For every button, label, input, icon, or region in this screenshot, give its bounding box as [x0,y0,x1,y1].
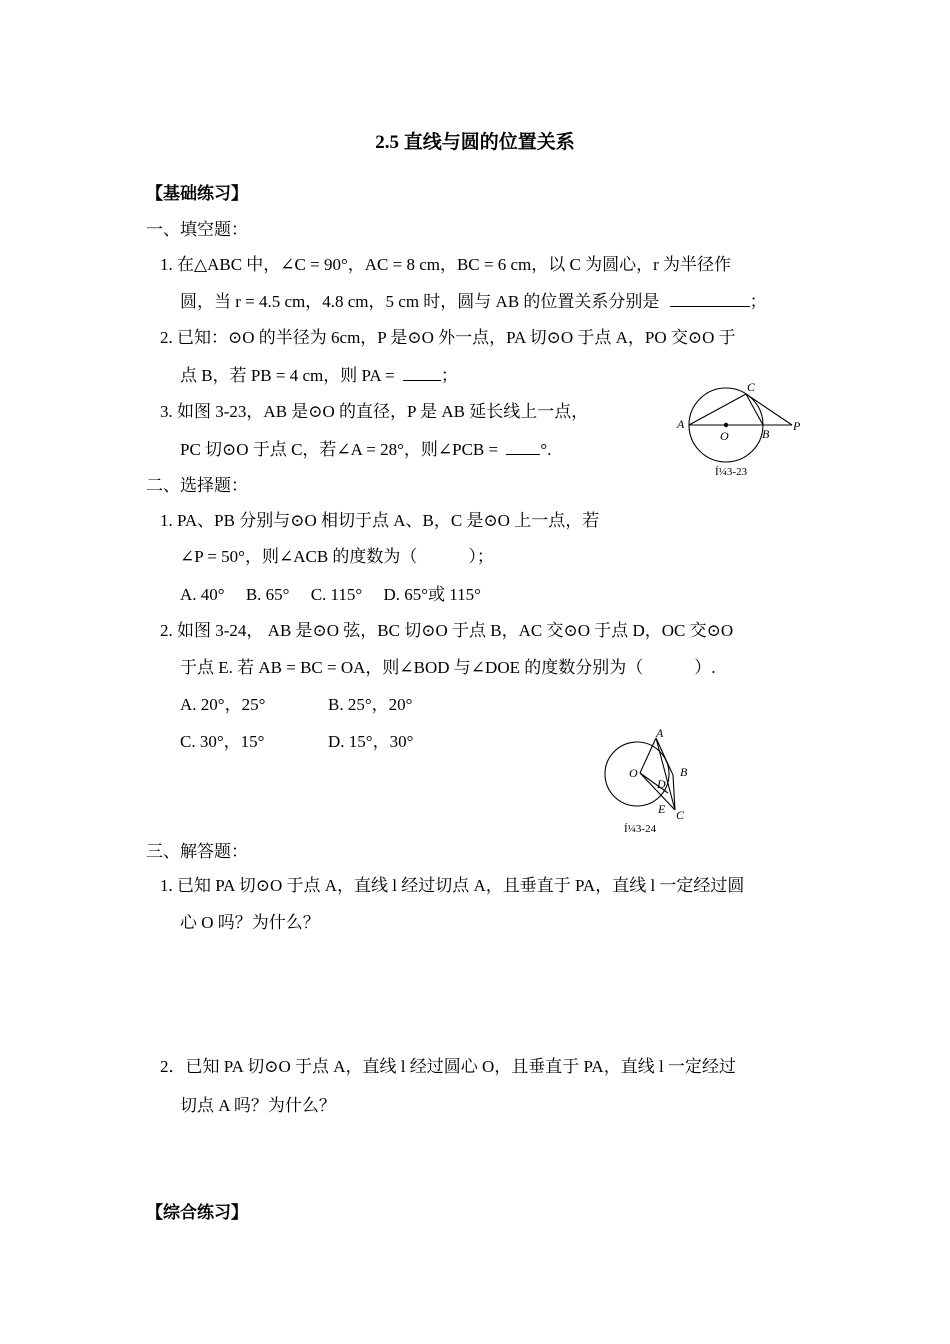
p2-q2-option-d: D. 15°，30° [328,732,414,751]
p2-q2-option-b: B. 25°，20° [328,695,413,714]
answer-blank [403,366,441,381]
chord-ac [689,394,746,425]
p1-q2-line2-text: 点 B，若 PB = 4 cm，则 PA = [180,366,395,385]
p1-q2-line2-end: ； [440,366,458,385]
label-a: A [656,726,664,740]
section-comprehensive-heading: 【综合练习】 [146,1203,248,1222]
p2-q2-line2: 于点 E. 若 AB = BC = OA，则∠BOD 与∠DOE 的度数分别为（ ）. [180,658,716,677]
label-b: B [762,427,770,441]
label-c: C [676,808,685,822]
p3-q2-line2: 切点 A 吗？为什么？ [180,1096,336,1115]
figure-3-24-caption: Í¼3-24 [624,823,657,835]
p1-q2-line1: 2. 已知：⊙O 的半径为 6cm，P 是⊙O 外一点，PA 切⊙O 于点 A，PO 交⊙O 于 [160,328,736,347]
figure-3-23 [670,378,810,460]
p2-q2-option-a: A. 20°，25° [180,695,266,714]
p2-q1-line2: ∠P = 50°，则∠ACB 的度数为（ ）； [180,547,494,566]
center-dot [724,423,728,427]
chord-cb [746,394,763,425]
page-title: 2.5 直线与圆的位置关系 [375,132,575,153]
p2-q1-line1: 1. PA、PB 分别与⊙O 相切于点 A、B，C 是⊙O 上一点，若 [160,511,600,530]
p1-q1-line2 [180,292,767,310]
section-basic-heading: 【基础练习】 [146,184,248,203]
p1-q1-line2-text: 圆，当 r = 4.5 cm，4.8 cm，5 cm 时，圆与 AB 的位置关系分别是 [180,292,660,311]
radius-oa [640,738,656,773]
p2-q2-option-c: C. 30°，15° [180,732,265,751]
label-d: D [657,777,666,791]
p3-q1-line1: 1. 已知 PA 切⊙O 于点 A，直线 l 经过切点 A，且垂直于 PA，直线 l 一定经过圆 [160,876,745,895]
p3-q1-line2: 心 O 吗？为什么？ [180,913,320,932]
tangent-pc [746,394,792,425]
p2-q1-options: A. 40° B. 65° C. 115° D. 65°或 115° [180,585,481,604]
p1-q1-line1: 1. 在△ABC 中，∠C = 90°，AC = 8 cm，BC = 6 cm，以 C 为圆心，r 为半径作 [160,255,732,274]
label-b: B [680,765,688,779]
p1-q3-line1: 3. 如图 3-23，AB 是⊙O 的直径，P 是 AB 延长线上一点， [160,402,589,421]
part3-heading: 三、解答题： [146,842,248,861]
answer-blank [670,292,750,307]
figure-3-23-caption: Í¼3-23 [715,466,748,478]
label-o: O [629,766,638,780]
p1-q1-line2-end: ； [749,292,767,311]
p1-q3-line2-text: PC 切⊙O 于点 C，若∠A = 28°，则∠PCB = [180,440,499,459]
label-e: E [658,802,666,816]
part2-heading: 二、选择题： [146,476,248,495]
figure-3-24 [600,725,700,825]
p3-q2-line1: 2．已知 PA 切⊙O 于点 A，直线 l 经过圆心 O，且垂直于 PA，直线 l 一定经过 [160,1057,736,1076]
p1-q2-line2 [180,366,458,384]
label-p: P [793,419,801,433]
answer-blank [506,440,540,455]
p1-q3-line2 [180,440,551,458]
part1-heading: 一、填空题： [146,220,248,239]
label-c: C [747,380,756,394]
p2-q2-line1: 2. 如图 3-24， AB 是⊙O 弦，BC 切⊙O 于点 B，AC 交⊙O 于点 D，OC 交⊙O [160,621,734,640]
label-a: A [677,417,685,431]
p1-q3-line2-end: °. [540,440,552,459]
label-o: O [720,429,729,443]
